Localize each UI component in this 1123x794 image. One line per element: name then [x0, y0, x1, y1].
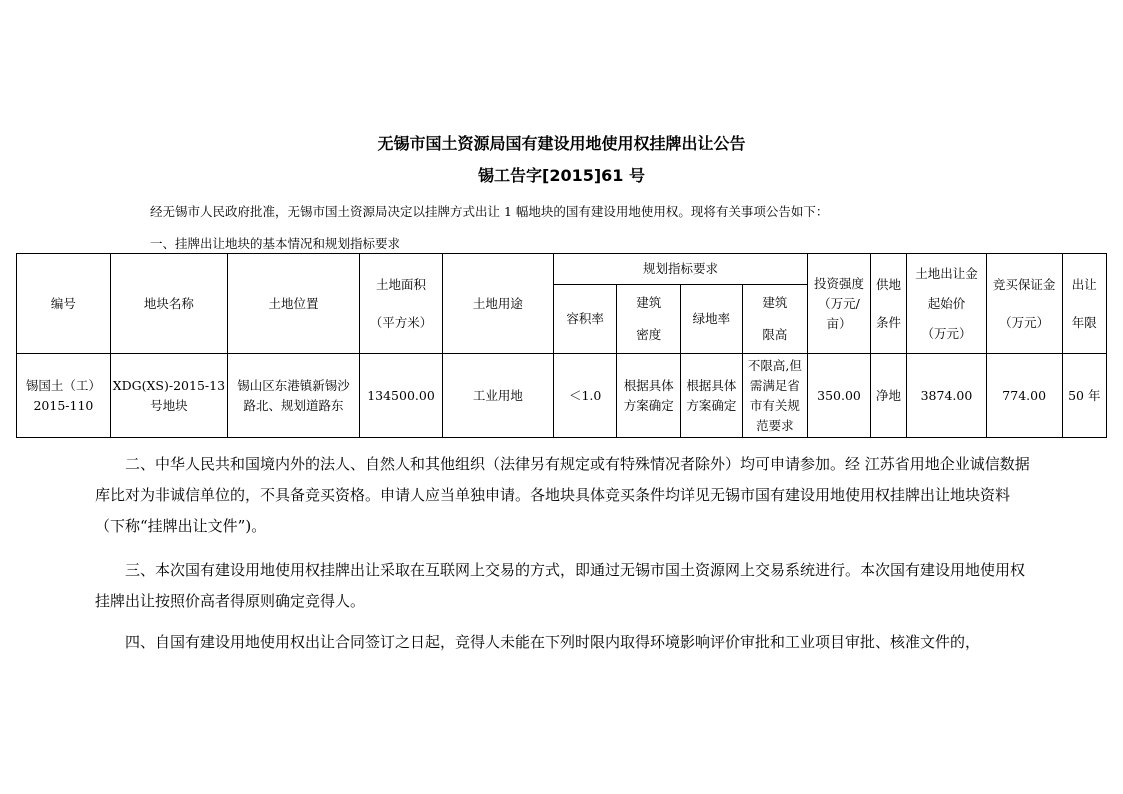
- cell-area: 134500.00: [360, 354, 443, 438]
- section-1-heading: 一、挂牌出让地块的基本情况和规划指标要求: [150, 236, 401, 251]
- header-density: 建筑 密度: [617, 285, 681, 354]
- header-green-ratio: 绿地率: [681, 285, 743, 354]
- intro-paragraph: 经无锡市人民政府批准，无锡市国土资源局决定以挂牌方式出让 1 幅地块的国有建设用地使用权。现将有关事项公告如下：: [150, 204, 829, 219]
- cell-density: 根据具体 方案确定: [617, 354, 681, 438]
- cell-investment: 350.00: [808, 354, 871, 438]
- header-far: 容积率: [553, 285, 617, 354]
- cell-id: 锡国土（工） 2015-110: [17, 354, 111, 438]
- cell-use: 工业用地: [442, 354, 553, 438]
- header-height-limit: 建筑 限高: [742, 285, 808, 354]
- header-start-price: 土地出让金 起始价 （万元）: [907, 254, 987, 354]
- parcel-table: [16, 253, 1107, 438]
- cell-green-ratio: 根据具体 方案确定: [681, 354, 743, 438]
- cell-far: ＜1.0: [553, 354, 617, 438]
- header-area: 土地面积 （平方米）: [360, 254, 443, 354]
- cell-start-price: 3874.00: [907, 354, 987, 438]
- cell-deposit: 774.00: [986, 354, 1062, 438]
- paragraph-4: 四、自国有建设用地使用权出让合同签订之日起，竞得人未能在下列时限内取得环境影响评价审批和工业项目审批、核准文件的，: [125, 633, 981, 651]
- notice-title: 无锡市国土资源局国有建设用地使用权挂牌出让公告: [377, 134, 746, 153]
- cell-name: XDG(XS)-2015-13 号地块: [110, 354, 227, 438]
- cell-height-limit: 不限高,但 需满足省 市有关规 范要求: [742, 354, 808, 438]
- notice-number: 锡工告字[2015]61 号: [478, 166, 645, 185]
- header-location: 土地位置: [227, 254, 359, 354]
- header-investment: 投资强度 （万元/ 亩）: [808, 254, 871, 354]
- header-id: 编号: [17, 254, 111, 354]
- header-deposit: 竞买保证金 （万元）: [986, 254, 1062, 354]
- paragraph-3: 三、本次国有建设用地使用权挂牌出让采取在互联网上交易的方式，即通过无锡市国土资源网上交易系统进行。本次国有建设用地使用权挂牌出让按照价高者得原则确定竞得人。: [95, 561, 1026, 610]
- cell-term: 50 年: [1062, 354, 1106, 438]
- cell-location: 锡山区东港镇新锡沙 路北、规划道路东: [227, 354, 359, 438]
- header-use: 土地用途: [442, 254, 553, 354]
- header-supply: 供地 条件: [870, 254, 906, 354]
- header-term: 出让 年限: [1062, 254, 1106, 354]
- header-planning: 规划指标要求: [553, 254, 807, 285]
- paragraph-2: 二、中华人民共和国境内外的法人、自然人和其他组织（法律另有规定或有特殊情况者除外）均可申请参加。经 江苏省用地企业诚信数据库比对为非诚信单位的，不具备竞买资格。申请人应当单独申请。各地块具体竞买条件均详见无锡市国有建设用地使用权挂牌出让地块资料 （下称“挂牌出让文件”)。: [95, 455, 1030, 535]
- header-name: 地块名称: [110, 254, 227, 354]
- cell-supply: 净地: [870, 354, 906, 438]
